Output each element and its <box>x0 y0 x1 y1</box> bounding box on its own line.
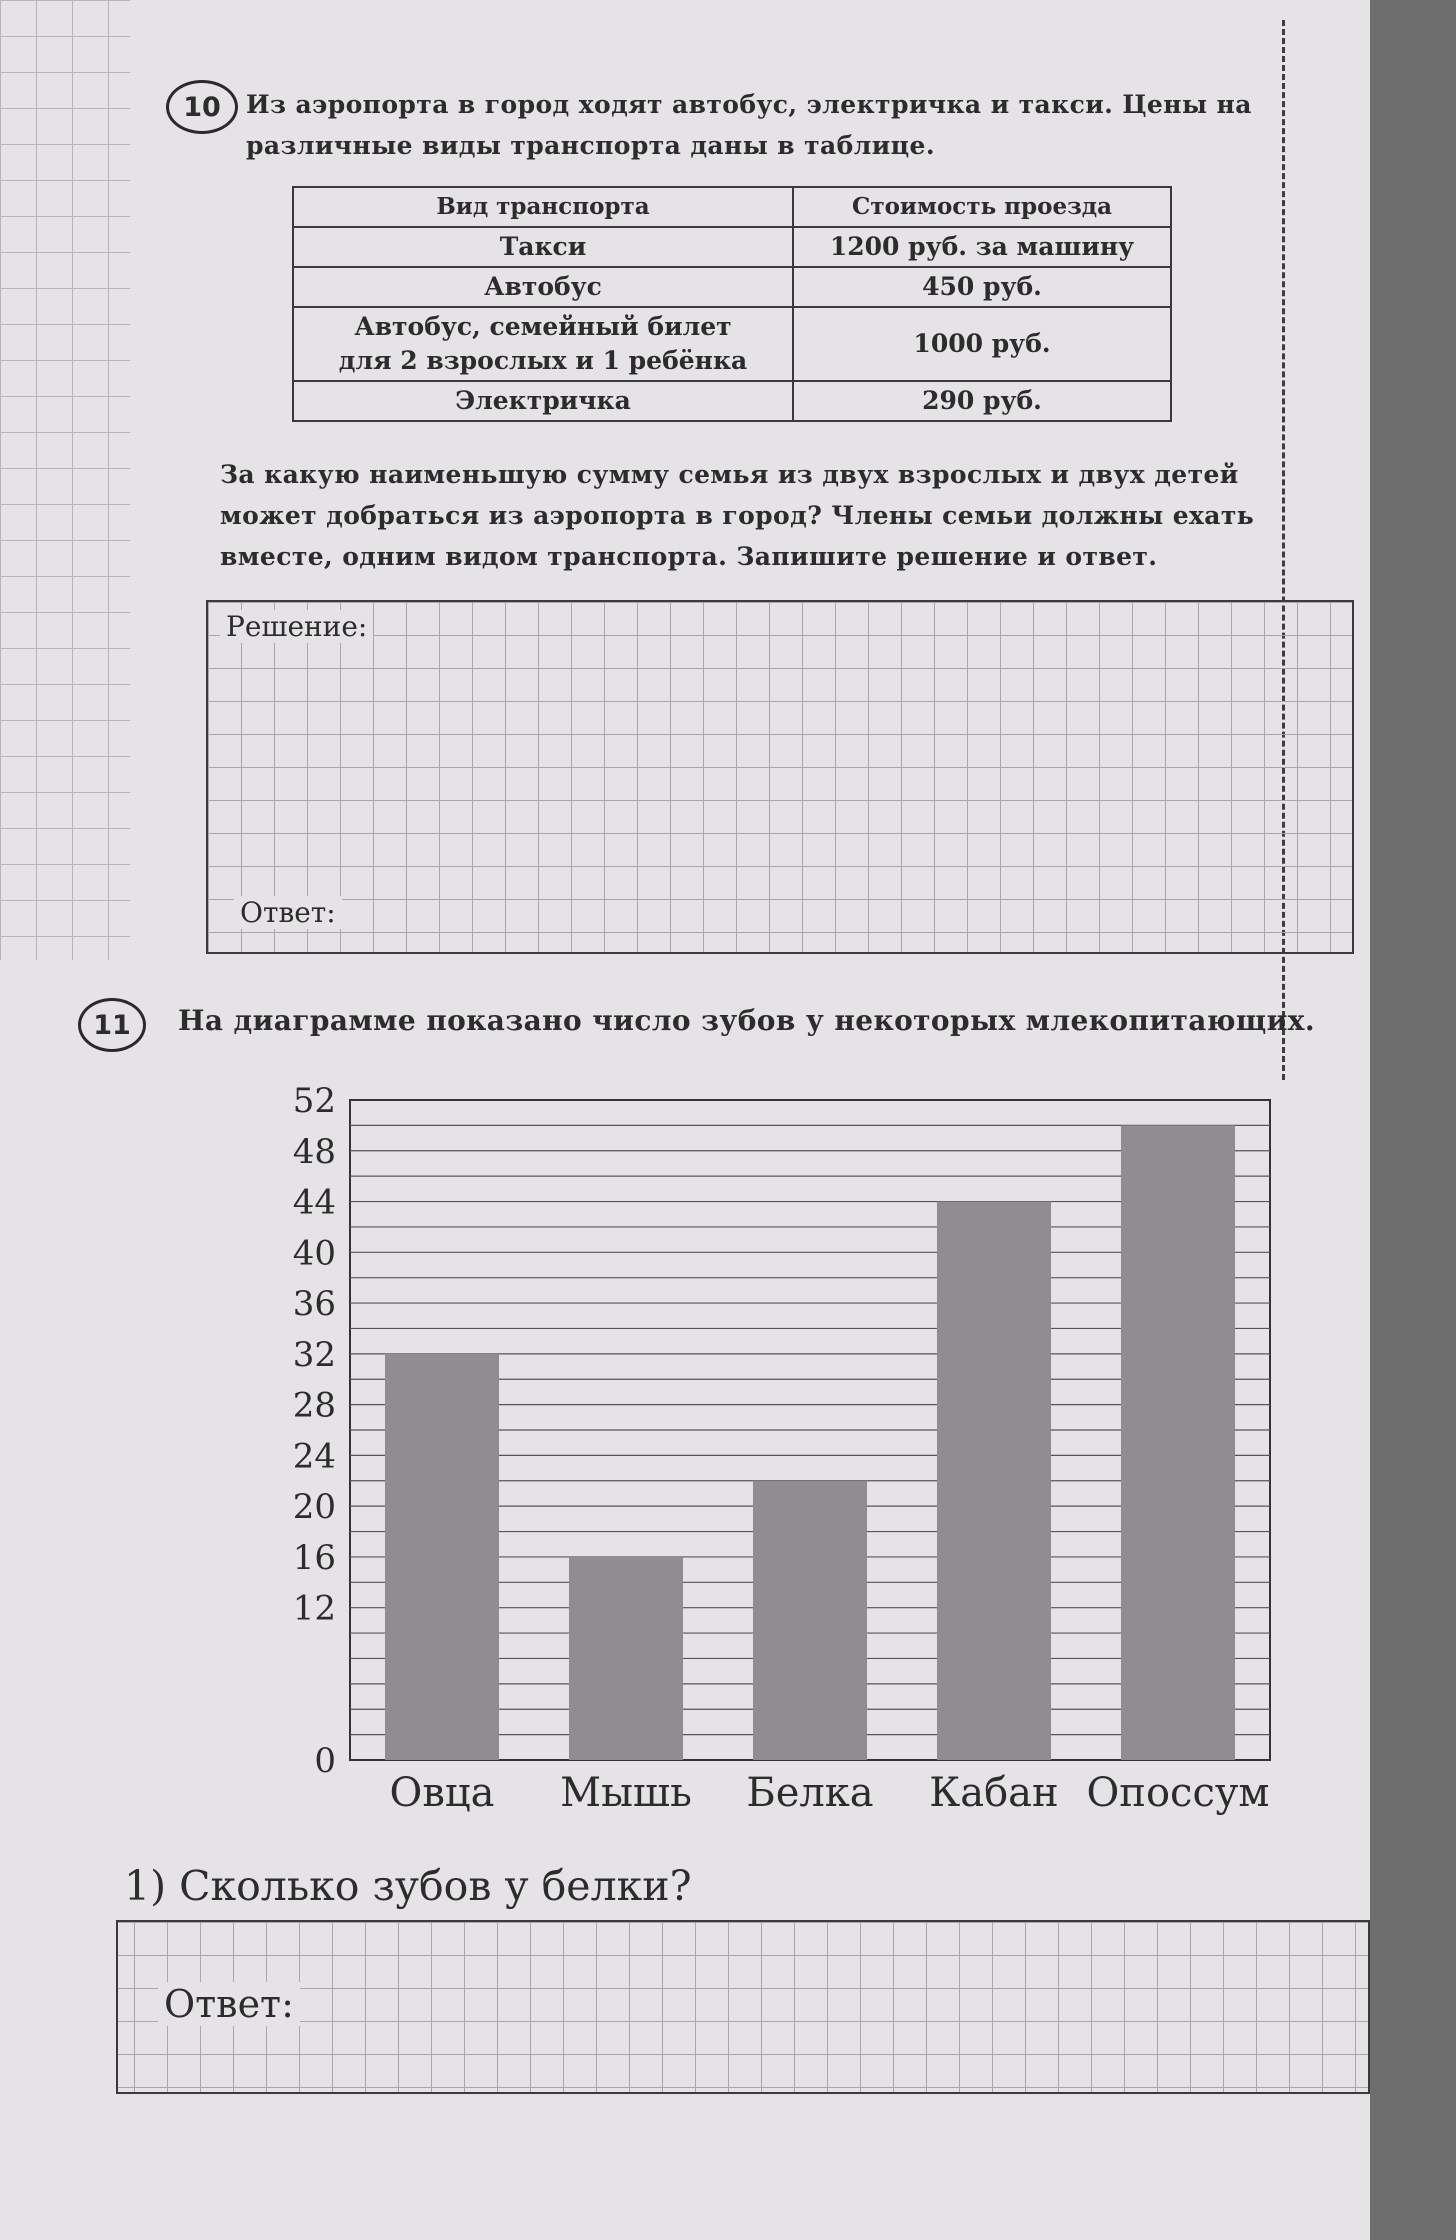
cell-price: 450 руб. <box>793 267 1171 307</box>
task-10-intro-line-2: различные виды транспорта даны в таблице. <box>246 131 935 160</box>
y-tick-label: 28 <box>292 1385 336 1426</box>
bar <box>937 1202 1051 1760</box>
y-tick-label: 36 <box>292 1284 336 1325</box>
task-10-question <box>220 454 1254 577</box>
task-10-intro-line-1: Из аэропорта в город ходят автобус, электричка и такси. Цены на <box>246 90 1252 119</box>
x-tick-label: Мышь <box>560 1770 692 1816</box>
margin-grid <box>0 0 130 960</box>
y-tick-label: 16 <box>292 1537 336 1578</box>
solution-box[interactable] <box>206 600 1354 954</box>
cell-type: Электричка <box>293 381 793 421</box>
bar <box>569 1557 683 1760</box>
task-10-question-line-2: может добраться из аэропорта в город? Члены семьи должны ехать <box>220 501 1255 530</box>
y-tick-label: 24 <box>292 1436 336 1477</box>
teeth-bar-chart <box>250 1080 1290 1820</box>
x-tick-label: Кабан <box>929 1770 1059 1816</box>
table-row <box>293 307 1171 381</box>
table-row <box>293 227 1171 267</box>
y-tick-label: 48 <box>292 1131 336 1172</box>
table-row <box>293 267 1171 307</box>
y-tick-label: 44 <box>292 1182 336 1223</box>
bar <box>385 1354 499 1760</box>
answer-label-11: Ответ: <box>158 1982 300 2026</box>
task-11-question-1: 1) Сколько зубов у белки? <box>124 1862 692 1910</box>
table-header-row <box>293 187 1171 227</box>
task-11-number: 11 <box>78 998 146 1052</box>
task-10-number: 10 <box>166 80 238 134</box>
chart-bars <box>385 1125 1235 1760</box>
task-10-question-line-1: За какую наименьшую сумму семья из двух взрослых и двух детей <box>220 460 1239 489</box>
cell-price: 1200 руб. за машину <box>793 227 1171 267</box>
y-tick-label: 40 <box>292 1233 336 1274</box>
table-row <box>293 381 1171 421</box>
task-11-intro: На диаграмме показано число зубов у некоторых млекопитающих. <box>178 1004 1316 1037</box>
y-tick-label: 20 <box>292 1487 336 1528</box>
task-10-intro <box>246 84 1252 166</box>
x-tick-label: Опоссум <box>1086 1770 1270 1816</box>
cell-price: 1000 руб. <box>793 307 1171 381</box>
cell-price: 290 руб. <box>793 381 1171 421</box>
header-transport-type: Вид транспорта <box>293 187 793 227</box>
cell-type: Автобус <box>293 267 793 307</box>
chart-x-labels <box>390 1770 1270 1816</box>
answer-label-10: Ответ: <box>234 896 342 929</box>
cell-type <box>293 307 793 381</box>
bar <box>753 1481 867 1760</box>
header-price: Стоимость проезда <box>793 187 1171 227</box>
price-table <box>292 186 1172 422</box>
solution-label: Решение: <box>220 610 373 643</box>
cell-type-line-1: Автобус, семейный билет <box>354 312 732 341</box>
answer-box-11[interactable] <box>116 1920 1370 2094</box>
y-tick-label: 32 <box>292 1334 336 1375</box>
y-tick-label: 12 <box>292 1588 336 1629</box>
y-tick-label: 0 <box>314 1741 336 1781</box>
chart-y-ticks <box>293 1081 336 1781</box>
task-10-question-line-3: вместе, одним видом транспорта. Запишите решение и ответ. <box>220 542 1158 571</box>
x-tick-label: Белка <box>746 1770 874 1816</box>
cell-type-line-2: для 2 взрослых и 1 ребёнка <box>338 346 748 375</box>
bar <box>1121 1125 1235 1760</box>
cell-type: Такси <box>293 227 793 267</box>
y-tick-label: 52 <box>292 1081 336 1121</box>
x-tick-label: Овца <box>389 1770 495 1816</box>
